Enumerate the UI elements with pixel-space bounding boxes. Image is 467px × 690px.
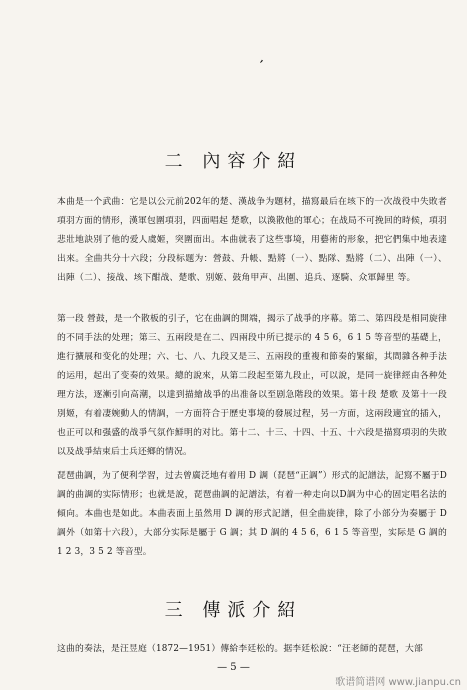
section-3-title: 三 傳派介紹 <box>164 600 303 621</box>
ink-mark: ’ <box>255 57 265 74</box>
paragraph: 本曲是一个武曲：它是以公元前202年的楚、漢战争为題材，描寫最后在垓下的一次战役中失敗者項羽方面的情形，漢軍包圍項羽，四面唱起 楚歌，以渙散他的軍心；在战局不可挽回的時候，項羽悲壯地訣別了他的爱人虞姬，突圍面出。本曲就表了这些事境，用藝術的形象，把它們集中地表達出來。全曲共分十六段；分段标题为：營鼓、升帳、點將（一）、點隊、點將（二）、出陣（一）、出陣（二）、接战、垓下酣战、楚歌、別姬、鼓角甲声、出圍、追兵、逐騎、众軍歸里 等。 <box>57 196 447 283</box>
page-number: — 5 — <box>217 662 250 673</box>
paragraph: 琵琶曲調，为了便利学習，过去曾廣泛地有着用 D 調（琵琶“正調”）形式的記譜法，記寫不屬于D調的曲調的实际情形；也就是說，琵琶曲調的記譜法，有着一种走向以D調为中心的固定唱名法的傾向。本曲也是如此。本曲表面上虽然用 D 調的形式記譜，但全曲旋律，除了小部分为奏屬于 D 調外（如第十六段），大部分实际是屬于 G 調；其 D 調的 4 5 6，6 1 5 等音型，实际是 G 調的 1 2 3，3 5 2 等音型。 <box>57 470 447 557</box>
paragraph: 第一段 營鼓，是一个散板的引子，它在曲調的開端，揭示了战爭的序幕。第二、第四段是相同旋律的不同手法的处理；第三、五兩段是在二、四兩段中所已提示的 4 5 6，6 1 5 等音型的基礎上，進行擴展和变化的处理；六、七、八、九段又是三、五兩段的重複和節奏的緊縮，其間雜各种手法的运用，起出了变奏的效果。總的說來，从第二段起至第九段止，可以說，是同一旋律經由各种处理方法，逐漸引向高潮，以達到描繪战爭的出准备以至剧急階段的效果。第十段 楚歌 及第十一段 別姬，有着凄婉動人的情調，一方面符合于歷史事境的發展过程，另一方面，这兩段適宜的插入，也正可以和强盛的战爭气氛作鮮明的对比。第十二、十三、十四、十五、十六段是描寫項羽的失敗以及战爭結束后士兵还鄉的情况。 <box>57 313 447 457</box>
section-2-title: 二 內容介紹 <box>164 151 303 172</box>
paragraph: 这曲的奏法，是汪昱庭（1872—1951）傳給李廷松的。据李廷松說：“汪老師的琵琶，大部 <box>57 643 423 654</box>
site-watermark: 歌谱简谱网 www.jianpu.cn <box>335 677 461 688</box>
